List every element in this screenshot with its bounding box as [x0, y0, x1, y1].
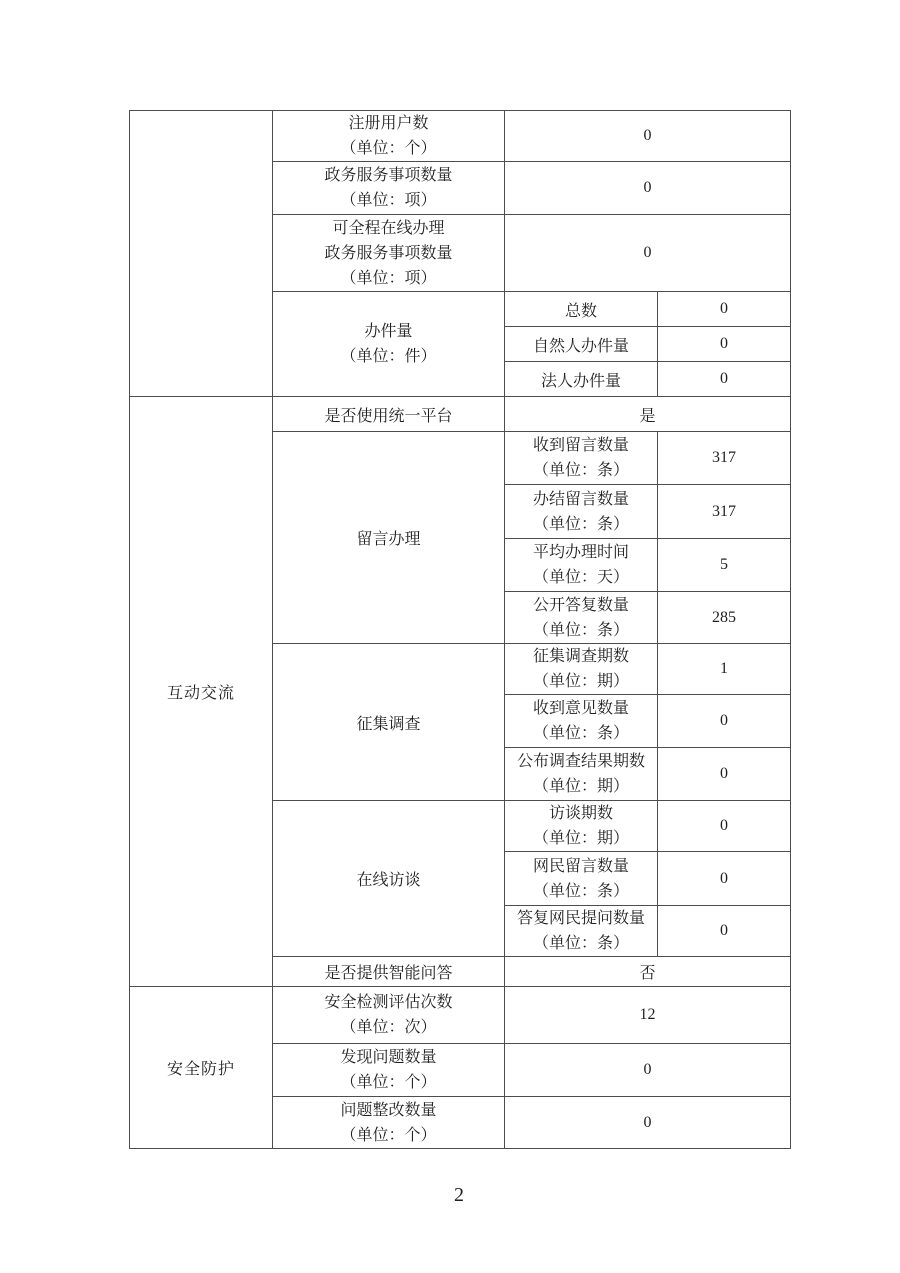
- sub-metric-value: 285: [658, 592, 791, 644]
- category-cell-top-continued: [130, 111, 273, 397]
- sub-metric-label-cell: [505, 801, 658, 852]
- sub-metric-label-cell: [505, 539, 658, 592]
- metric-unit: （单位：项）: [340, 269, 437, 287]
- category-cell-interaction: 互动交流: [130, 397, 273, 987]
- sub-metric-value: 0: [658, 695, 791, 748]
- metric-unit: （单位：次）: [340, 1019, 437, 1036]
- annual-report-table: [129, 110, 791, 1149]
- metric-value: 0: [505, 215, 791, 292]
- sub-metric-value: 0: [658, 327, 791, 362]
- group-label: 办件量: [364, 323, 413, 340]
- metric-value: 0: [505, 1097, 791, 1149]
- metric-unit: （单位：个）: [340, 140, 437, 157]
- sub-metric-label-cell: [505, 748, 658, 801]
- metric-unit: （单位：项）: [340, 192, 437, 209]
- sub-metric-unit: （单位：条）: [532, 462, 629, 479]
- sub-metric-label: 收到留言数量: [532, 437, 629, 454]
- group-label-cell: 留言办理: [273, 432, 505, 644]
- group-label-cell: 在线访谈: [273, 801, 505, 957]
- metric-label: 问题整改数量: [340, 1101, 437, 1119]
- metric-value: 否: [505, 957, 791, 987]
- metric-label-cell: [273, 215, 505, 292]
- metric-label: 政务服务事项数量: [324, 244, 453, 262]
- category-cell-security: 安全防护: [130, 987, 273, 1149]
- group-unit: （单位：件）: [340, 348, 437, 365]
- sub-metric-label: 网民留言数量: [532, 857, 629, 875]
- sub-metric-label-cell: [505, 644, 658, 695]
- group-label-cell: [273, 292, 505, 397]
- sub-metric-label-cell: [505, 485, 658, 539]
- sub-metric-label: 公开答复数量: [532, 596, 629, 614]
- metric-value: 0: [505, 111, 791, 162]
- sub-metric-label-cell: [505, 906, 658, 957]
- metric-unit: （单位：个）: [340, 1126, 437, 1144]
- sub-metric-value: 0: [658, 801, 791, 852]
- metric-value: 0: [505, 162, 791, 215]
- sub-metric-value: 1: [658, 644, 791, 695]
- metric-label-cell: [273, 1097, 505, 1149]
- metric-label: 注册用户数: [348, 115, 429, 132]
- sub-metric-label: 总数: [505, 292, 658, 327]
- metric-label: 发现问题数量: [340, 1049, 437, 1066]
- sub-metric-label: 访谈期数: [548, 805, 613, 822]
- metric-value: 是: [505, 397, 791, 432]
- group-label-cell: 征集调查: [273, 644, 505, 801]
- table-row: [130, 111, 791, 162]
- sub-metric-unit: （单位：条）: [532, 621, 629, 639]
- metric-label: 安全检测评估次数: [324, 994, 453, 1011]
- sub-metric-unit: （单位：条）: [532, 935, 629, 952]
- sub-metric-label-cell: [505, 592, 658, 644]
- sub-metric-label: 收到意见数量: [532, 700, 629, 717]
- sub-metric-label: 公布调查结果期数: [516, 753, 645, 770]
- sub-metric-label: 征集调查期数: [532, 648, 629, 665]
- sub-metric-unit: （单位：条）: [532, 725, 629, 742]
- metric-label-cell: 是否提供智能问答: [273, 957, 505, 987]
- metric-label-cell: 是否使用统一平台: [273, 397, 505, 432]
- sub-metric-label-cell: [505, 432, 658, 485]
- sub-metric-value: 5: [658, 539, 791, 592]
- sub-metric-label-cell: [505, 852, 658, 906]
- sub-metric-value: 0: [658, 748, 791, 801]
- page-number: 2: [454, 1184, 464, 1206]
- metric-label-cell: [273, 162, 505, 215]
- sub-metric-unit: （单位：条）: [532, 882, 629, 900]
- sub-metric-unit: （单位：期）: [532, 830, 629, 847]
- metric-value: 12: [505, 987, 791, 1044]
- metric-unit: （单位：个）: [340, 1074, 437, 1091]
- metric-label-cell: [273, 987, 505, 1044]
- sub-metric-unit: （单位：期）: [532, 778, 629, 795]
- metric-label: 可全程在线办理: [332, 219, 445, 237]
- sub-metric-unit: （单位：天）: [532, 569, 629, 586]
- sub-metric-unit: （单位：条）: [532, 515, 629, 533]
- report-table-container: [129, 110, 791, 1149]
- table-row: [130, 987, 791, 1044]
- sub-metric-value: 317: [658, 485, 791, 539]
- sub-metric-label: 答复网民提问数量: [516, 910, 645, 927]
- sub-metric-label: 平均办理时间: [532, 544, 629, 561]
- sub-metric-label: 法人办件量: [505, 362, 658, 397]
- sub-metric-label: 办结留言数量: [532, 490, 629, 508]
- sub-metric-unit: （单位：期）: [532, 673, 629, 690]
- sub-metric-label-cell: [505, 695, 658, 748]
- sub-metric-value: 0: [658, 362, 791, 397]
- metric-label-cell: [273, 1044, 505, 1097]
- metric-label: 政务服务事项数量: [324, 167, 453, 184]
- sub-metric-label: 自然人办件量: [505, 327, 658, 362]
- metric-label-cell: [273, 111, 505, 162]
- sub-metric-value: 0: [658, 292, 791, 327]
- sub-metric-value: 0: [658, 906, 791, 957]
- table-row: [130, 397, 791, 432]
- sub-metric-value: 317: [658, 432, 791, 485]
- sub-metric-value: 0: [658, 852, 791, 906]
- metric-value: 0: [505, 1044, 791, 1097]
